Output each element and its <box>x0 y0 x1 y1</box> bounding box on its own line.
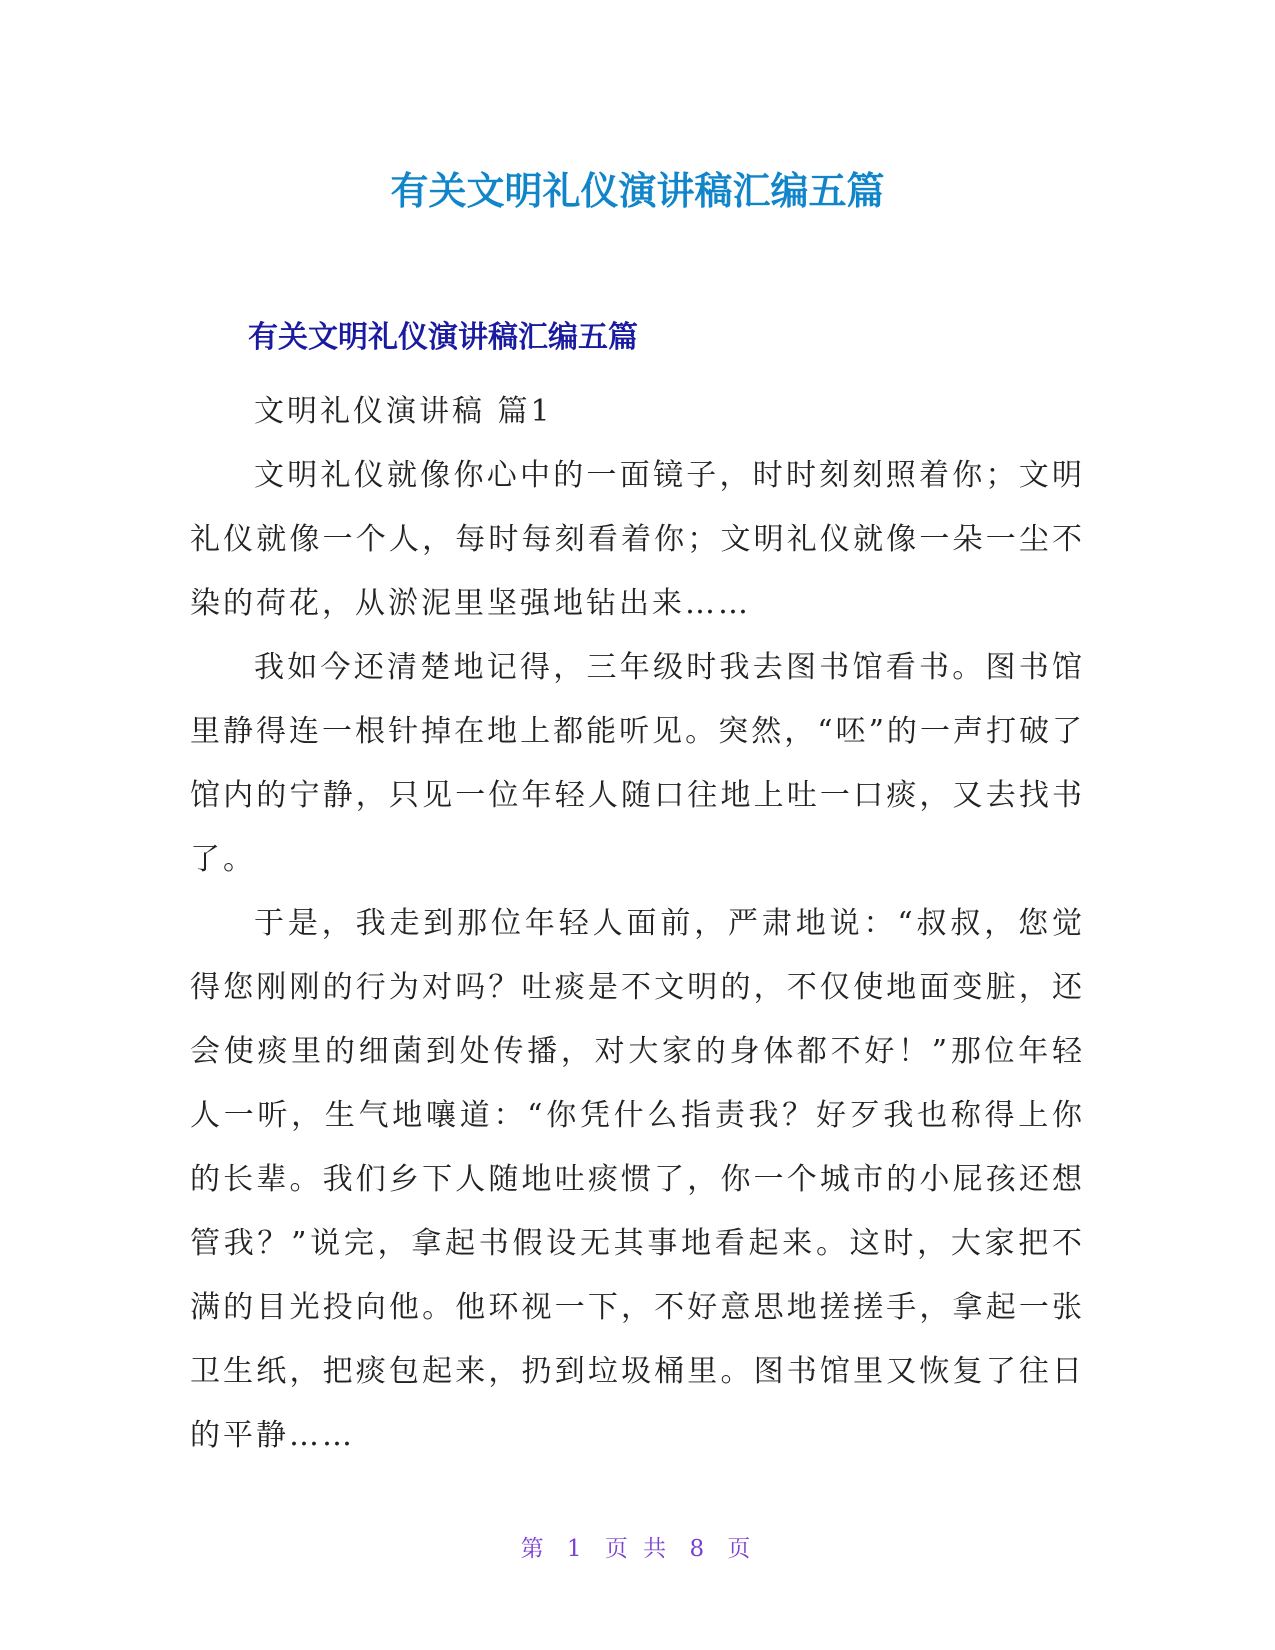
footer-current-page: 1 <box>566 1536 586 1562</box>
footer-suffix: 页 <box>727 1536 755 1562</box>
paragraph-3: 于是，我走到那位年轻人面前，严肃地说：“叔叔，您觉得您刚刚的行为对吗？吐痰是不文明的，不仅使地面变脏，还会使痰里的细菌到处传播，对大家的身体都不好！”那位年轻人一听，生气地嚷道：“你凭什么指责我？好歹我也称得上你的长辈。我们乡下人随地吐痰惯了，你一个城市的小屁孩还想管我？”说完，拿起书假设无其事地看起来。这时，大家把不满的目光投向他。他环视一下，不好意思地搓搓手，拿起一张卫生纸，把痰包起来，扔到垃圾桶里。图书馆里又恢复了往日的平静…… <box>190 906 1085 1453</box>
document-title: 有关文明礼仪演讲稿汇编五篇 <box>390 169 885 213</box>
paragraph-1: 文明礼仪就像你心中的一面镜子，时时刻刻照着你；文明礼仪就像一个人，每时每刻看着你；文明礼仪就像一朵一尘不染的荷花，从淤泥里坚强地钻出来…… <box>190 458 1085 621</box>
paragraph-2: 我如今还清楚地记得，三年级时我去图书馆看书。图书馆里静得连一根针掉在地上都能听见。突然，“呸”的一声打破了馆内的宁静，只见一位年轻人随口往地上吐一口痰，又去找书了。 <box>190 650 1085 877</box>
document-subtitle: 有关文明礼仪演讲稿汇编五篇 <box>248 320 638 355</box>
page-footer <box>0 1530 1275 1563</box>
footer-total-pages: 8 <box>689 1536 709 1562</box>
footer-prefix: 第 <box>520 1536 548 1562</box>
document-body <box>190 380 1085 1468</box>
footer-middle: 页 共 <box>604 1536 671 1562</box>
section-heading: 文明礼仪演讲稿 篇1 <box>254 394 553 429</box>
